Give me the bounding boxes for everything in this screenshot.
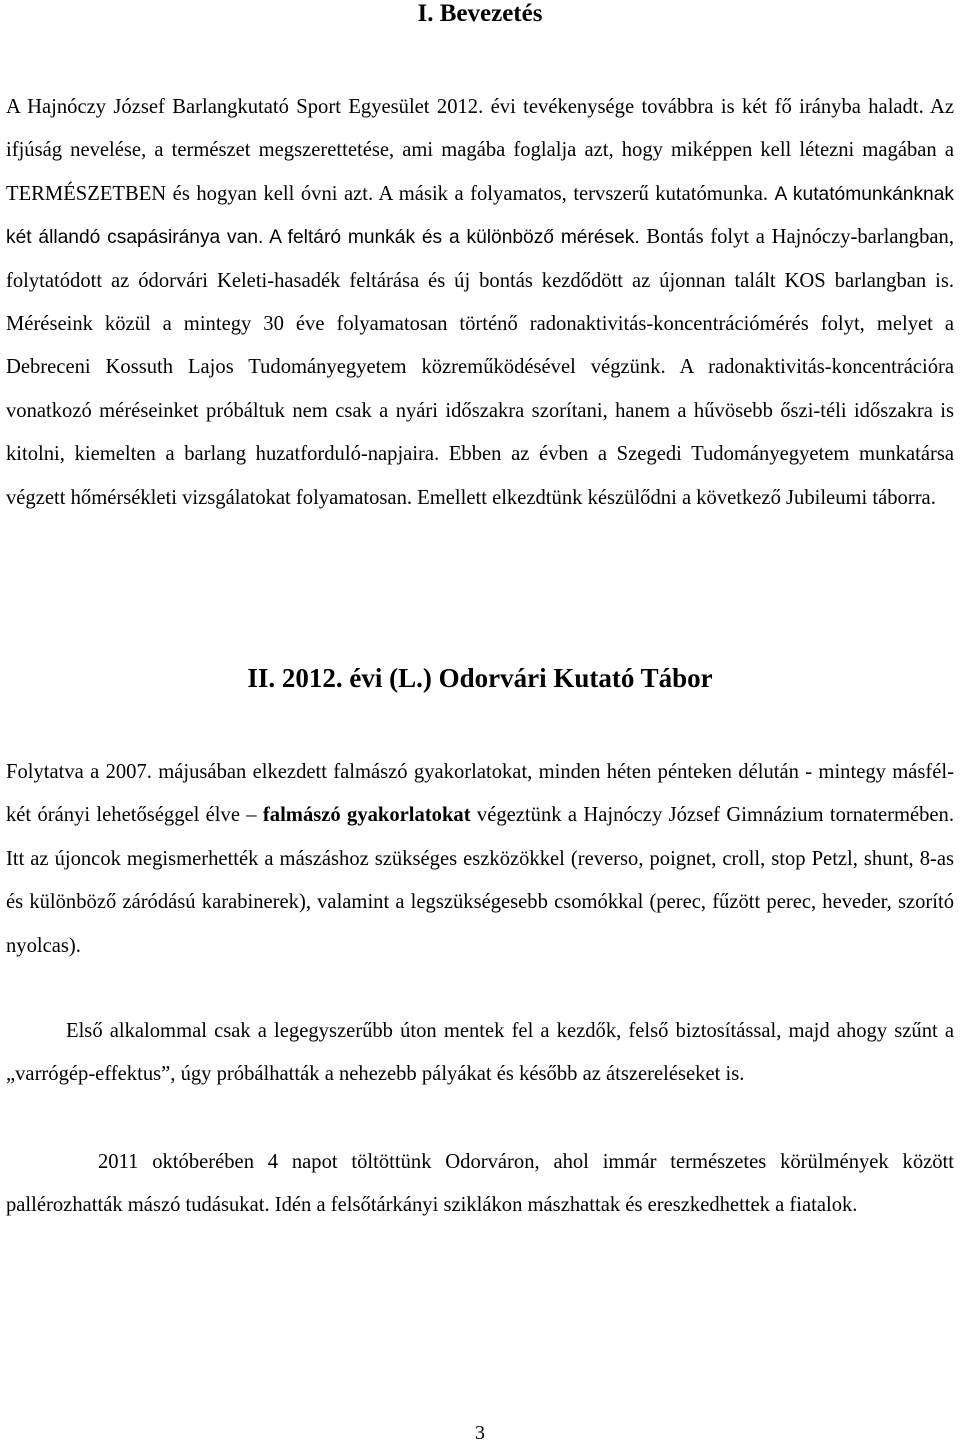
odorvar-visit-paragraph: 2011 októberében 4 napot töltöttünk Odorváron, ahol immár természetes körülmények között pallérozhatták mászó tudásukat. Idén a felsőtárkányi sziklákon mászhattak és ereszkedhettek a fiatalok.: [6, 1151, 954, 1217]
climbing-text-bold: falmászó gyakorlatokat: [262, 804, 471, 827]
page-number: 3: [475, 1422, 485, 1444]
section-heading-introduction: I. Bevezetés: [417, 0, 543, 27]
introduction-paragraph: [6, 86, 954, 520]
intro-text-research-directions: A kutatómunkánknak két állandó csapásiránya van. A feltáró munkák és a különböző mérések.: [6, 183, 954, 249]
intro-text-part2: Bontás folyt a Hajnóczy-barlangban, folytatódott az ódorvári Keleti-hasadék feltárása és új bontás kezdődött az újonnan talált KOS barlangban is. Méréseink közül a mintegy 30 éve folyamatosan történő radonaktivitás-koncentrációmérés folyt, melyet a Debreceni Kossuth Lajos Tudományegyetem közreműködésével végzünk. A radonaktivitás-koncentrációra vonatkozó méréseinket próbáltuk nem csak a nyári időszakra szorítani, hanem a hűvösebb őszi-téli időszakra is kitolni, kiemelten a barlang huzatforduló-napjaira. Ebben az évben a Szegedi Tudományegyetem munkatársa végzett hőmérsékleti vizsgálatokat folyamatosan. Emellett elkezdtünk készülődni a következő Jubileumi táborra.: [6, 226, 954, 509]
section-heading-research-camp: II. 2012. évi (L.) Odorvári Kutató Tábor: [247, 663, 713, 693]
climbing-training-paragraph: [6, 751, 954, 968]
first-climb-paragraph: Első alkalommal csak a legegyszerűbb úton mentek fel a kezdők, felső biztosítással, majd ahogy szűnt a „varrógép-effektus”, úgy próbálhatták a nehezebb pályákat és később az átszereléseket is.: [6, 1020, 954, 1086]
intro-text-part1: A Hajnóczy József Barlangkutató Sport Egyesület 2012. évi tevékenysége továbbra is két fő irányba haladt. Az ifjúság nevelése, a természet megszerettetése, ami magába foglalja azt, hogy miképpen kell létezni magában a TERMÉSZETBEN és hogyan kell óvni azt. A másik a folyamatos, tervszerű kutatómunka.: [6, 96, 954, 205]
climbing-text-part1: Folytatva a 2007. májusában elkezdett falmászó gyakorlatokat, minden héten pénteken délután - mintegy másfél-két órányi lehetőséggel élve –: [6, 761, 954, 827]
climbing-text-part2: végeztünk a Hajnóczy József Gimnázium tornatermében. Itt az újoncok megismerhették a mászáshoz szükséges eszközökkel (reverso, poignet, croll, stop Petzl, shunt, 8-as és különböző záródású karabinerek), valamint a legszükségesebb csomókkal (perec, fűzött perec, heveder, szorító nyolcas).: [6, 804, 954, 957]
